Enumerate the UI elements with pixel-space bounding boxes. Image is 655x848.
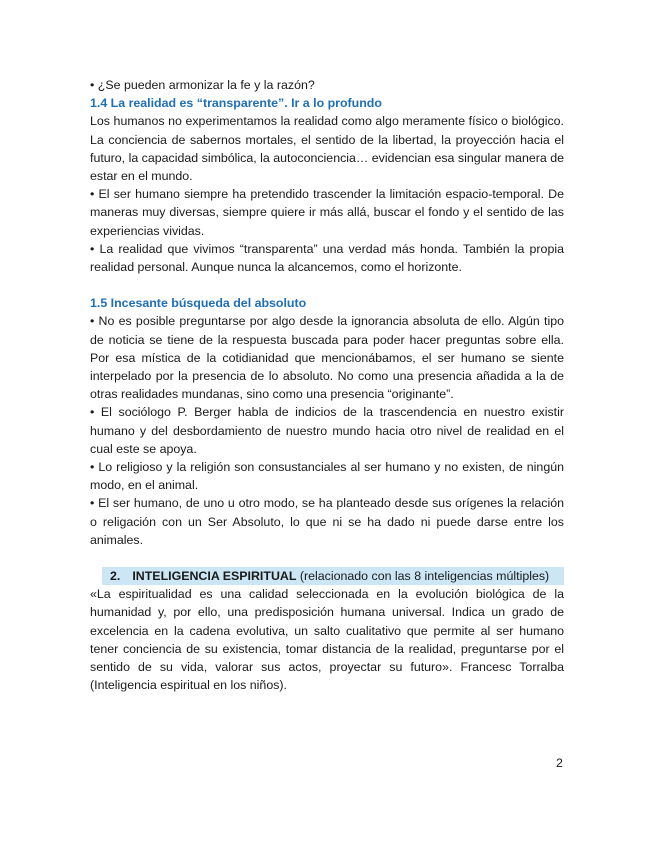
spacer (90, 276, 564, 294)
section-1-5-paragraph-3: • Lo religioso y la religión son consustanciales al ser humano y no existen, de ningún modo, en el animal. (90, 460, 564, 493)
section-1-4-paragraph-3: • La realidad que vivimos “transparenta” una verdad más honda. También la propia realidad personal. Aunque nunca la alcancemos, como el horizonte. (90, 241, 564, 275)
section-2-paragraph: «La espiritualidad es una calidad seleccionada en la evolución biológica de la humanidad y, por ello, una predisposición humana universal. Indica un grado de excelencia en la cadena evolutiva, un salto cualitativo que permite al ser humano tener conciencia de su existencia, tomar distancia de la realidad, preguntarse por el sentido de su vida, valorar sus actos, proyectar su futuro». Francesc Torralba (Inteligencia espiritual en los niños). (90, 587, 564, 693)
section-1-4-heading: 1.4 La realidad es “transparente”. Ir a lo profundo (90, 96, 382, 111)
spacer (90, 549, 564, 567)
section-2-title: INTELIGENCIA ESPIRITUAL (132, 569, 297, 584)
section-2-heading (102, 567, 564, 585)
intro-bullet: • ¿Se pueden armonizar la fe y la razón? (90, 78, 315, 92)
section-1-5-paragraph-4: • El ser humano, de uno u otro modo, se ha planteado desde sus orígenes la relación o religación con un Ser Absoluto, lo que ni se ha dado ni puede darse entre los animales. (90, 496, 564, 547)
section-1-4-paragraph-2: • El ser humano siempre ha pretendido trascender la limitación espacio-temporal. De maneras muy diversas, siempre quiere ir más allá, buscar el fondo y el sentido de las experiencias vividas. (90, 187, 564, 238)
section-1-5-paragraph-1: • No es posible preguntarse por algo desde la ignorancia absoluta de ello. Algún tipo de noticia se tiene de la respuesta buscada para poder hacer preguntas sobre ella. Por esa mística de la cotidianidad que mencionábamos, el ser humano se siente interpelado por la presencia de lo absoluto. No como una presencia añadida a la de otras realidades mundanas, sino como una presencia “originante”. (90, 314, 564, 402)
section-2-note: (relacionado con las 8 inteligencias múltiples) (296, 569, 550, 584)
section-1-4-paragraph-1: Los humanos no experimentamos la realidad como algo meramente físico o biológico. La conciencia de sabernos mortales, el sentido de la libertad, la proyección hacia el futuro, la capacidad simbólica, la autoconciencia… evidencian esa singular manera de estar en el mundo. (90, 114, 564, 184)
document-page (90, 76, 564, 695)
section-1-5-heading: 1.5 Incesante búsqueda del absoluto (90, 296, 307, 311)
section-1-5-paragraph-2: • El sociólogo P. Berger habla de indicios de la trascendencia en nuestro existir humano y del desbordamiento de nuestro mundo hacia otro nivel de realidad en el cual este se apoya. (90, 405, 564, 456)
page-number: 2 (556, 756, 563, 770)
section-2-number: 2. (110, 569, 121, 584)
